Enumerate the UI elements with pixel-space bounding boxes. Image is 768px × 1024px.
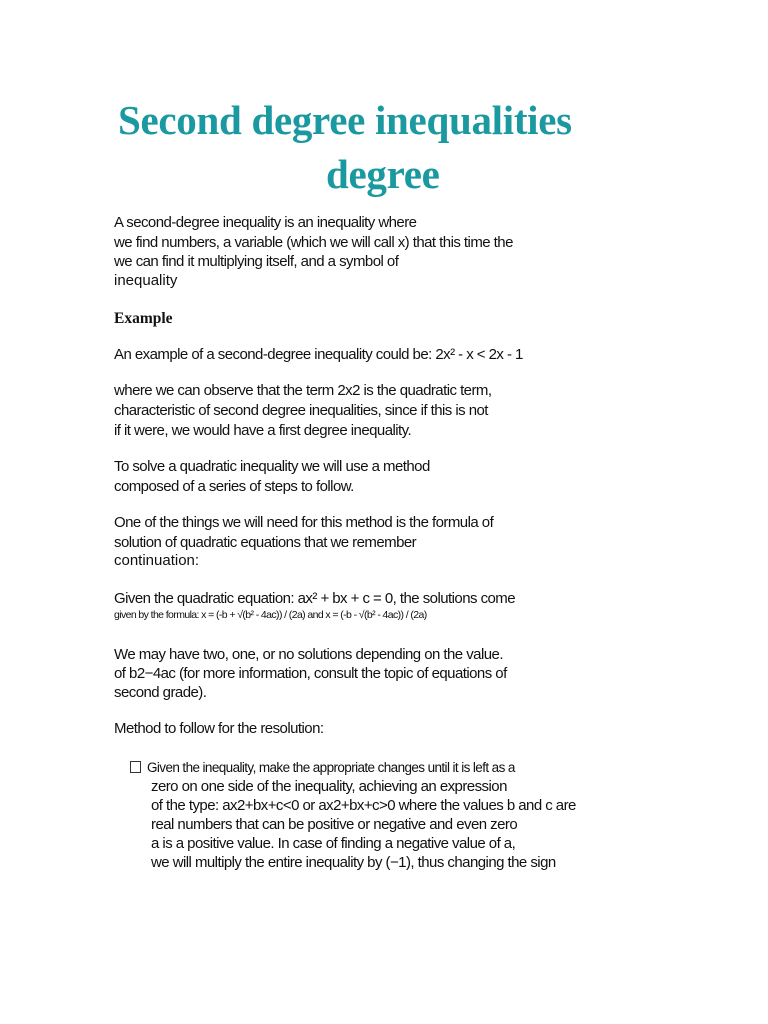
observe-line: where we can observe that the term 2x2 is the quadratic term,	[114, 382, 492, 399]
bullet-first-line	[130, 758, 515, 777]
formula-intro-line: solution of quadratic equations that we remember	[114, 534, 417, 551]
solutions-line: second grade).	[114, 684, 207, 701]
solutions-line: We may have two, one, or no solutions depending on the value.	[114, 646, 503, 663]
method-heading: Method to follow for the resolution:	[114, 720, 324, 737]
intro-line: A second-degree inequality is an inequality where	[114, 214, 417, 231]
intro-line: we find numbers, a variable (which we will call x) that this time the	[114, 234, 513, 251]
intro-line: inequality	[114, 272, 178, 289]
observe-line: characteristic of second degree inequalities, since if this is not	[114, 402, 488, 419]
bullet-box-icon	[130, 761, 141, 773]
solutions-line: of b2−4ac (for more information, consult the topic of equations of	[114, 665, 507, 682]
bullet-line: zero on one side of the inequality, achieving an expression	[151, 778, 507, 795]
bullet-line: real numbers that can be positive or negative and even zero	[151, 816, 518, 833]
example-line: An example of a second-degree inequality could be: 2x² - x < 2x - 1	[114, 346, 523, 363]
observe-line: if it were, we would have a first degree inequality.	[114, 422, 412, 439]
bullet-first-text: Given the inequality, make the appropriate changes until it is left as a	[147, 760, 515, 775]
given-formula-line: given by the formula: x = (-b + √(b² - 4ac)) / (2a) and x = (-b - √(b² - 4ac)) / (2a)	[114, 609, 427, 621]
solve-line: composed of a series of steps to follow.	[114, 478, 354, 495]
formula-intro-line: One of the things we will need for this method is the formula of	[114, 514, 494, 531]
example-heading: Example	[114, 310, 173, 327]
given-line: Given the quadratic equation: ax² + bx + c = 0, the solutions come	[114, 590, 516, 607]
title-line-2: degree	[326, 151, 440, 197]
page-title	[118, 96, 678, 198]
solve-line: To solve a quadratic inequality we will use a method	[114, 458, 430, 475]
bullet-line: we will multiply the entire inequality by (−1), thus changing the sign	[151, 854, 556, 871]
formula-intro-line: continuation:	[114, 552, 200, 569]
title-line-1: Second degree inequalities	[118, 97, 572, 143]
bullet-line: a is a positive value. In case of finding a negative value of a,	[151, 835, 516, 852]
bullet-line: of the type: ax2+bx+c<0 or ax2+bx+c>0 where the values b and c are	[151, 797, 576, 814]
intro-line: we can find it multiplying itself, and a symbol of	[114, 253, 399, 270]
